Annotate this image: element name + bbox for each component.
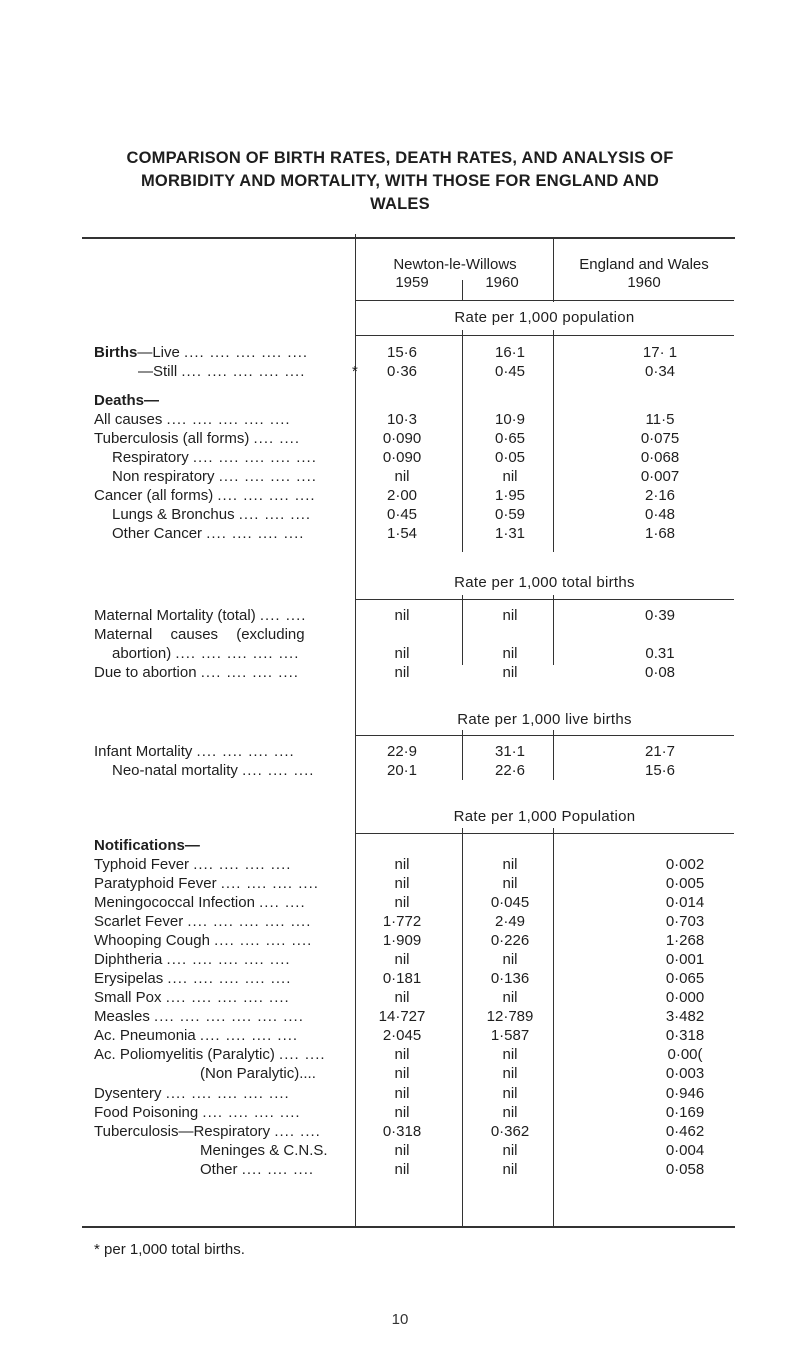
col-header-local: Newton-le-Willows bbox=[393, 256, 517, 273]
polio-paralytic-ew: 0·00( bbox=[667, 1046, 703, 1063]
meninges-ew: 0·004 bbox=[665, 1142, 705, 1159]
births-still-1959: 0·36 bbox=[386, 363, 418, 380]
row-polio-paralytic: Ac. Poliomyelitis (Paralytic) .... .... bbox=[94, 1046, 326, 1063]
tb-all-1959: 0·090 bbox=[382, 430, 422, 447]
measles-1959: 14·727 bbox=[378, 1008, 426, 1025]
row-smallpox: Small Pox .... .... .... .... .... bbox=[94, 989, 290, 1006]
scarlet-1960: 2·49 bbox=[494, 913, 526, 930]
rate-underline-2 bbox=[356, 599, 734, 600]
measles-ew: 3·482 bbox=[665, 1008, 705, 1025]
polio-nonparalytic-1960: nil bbox=[502, 1065, 518, 1082]
measles-1960: 12·789 bbox=[486, 1008, 534, 1025]
row-all-causes: All causes .... .... .... .... .... bbox=[94, 411, 291, 428]
all-causes-1959: 10·3 bbox=[386, 411, 418, 428]
paratyphoid-ew: 0·005 bbox=[665, 875, 705, 892]
cancer-all-1960: 1·95 bbox=[494, 487, 526, 504]
tb-all-ew: 0·075 bbox=[640, 430, 680, 447]
births-still-asterisk: * bbox=[352, 363, 358, 380]
page-number: 10 bbox=[391, 1311, 409, 1328]
lungs-1959: 0·45 bbox=[386, 506, 418, 523]
divider-b-2 bbox=[553, 432, 554, 552]
scarlet-1959: 1·772 bbox=[382, 913, 422, 930]
abortion-1960: nil bbox=[502, 664, 518, 681]
polio-nonparalytic-ew: 0·003 bbox=[665, 1065, 705, 1082]
smallpox-1960: nil bbox=[502, 989, 518, 1006]
neonatal-1959: 20·1 bbox=[386, 762, 418, 779]
rate-underline-1 bbox=[356, 335, 734, 336]
row-other-cancer: Other Cancer .... .... .... .... bbox=[112, 525, 305, 542]
births-heading: Births—Live .... .... .... .... .... bbox=[94, 344, 309, 361]
row-diphtheria: Diphtheria .... .... .... .... .... bbox=[94, 951, 291, 968]
row-tb-all: Tuberculosis (all forms) .... .... bbox=[94, 430, 300, 447]
top-rule bbox=[82, 237, 735, 239]
row-tb-resp: Respiratory .... .... .... .... .... bbox=[112, 449, 317, 466]
rate-underline-3 bbox=[356, 735, 734, 736]
births-live-ew: 17· 1 bbox=[642, 344, 678, 361]
divider-b-1 bbox=[553, 330, 554, 432]
maternal-total-1960: nil bbox=[502, 607, 518, 624]
title-line-3: WALES bbox=[370, 195, 430, 213]
tb-all-1960: 0·65 bbox=[494, 430, 526, 447]
lungs-ew: 0·48 bbox=[644, 506, 676, 523]
diphtheria-1959: nil bbox=[394, 951, 410, 968]
notifications-heading: Notifications— bbox=[94, 837, 200, 854]
title-line-1: COMPARISON OF BIRTH RATES, DEATH RATES, AND ANALYSIS OF bbox=[126, 149, 674, 167]
births-live-1960: 16·1 bbox=[494, 344, 526, 361]
page-title bbox=[0, 147, 800, 216]
maternal-total-ew: 0·39 bbox=[644, 607, 676, 624]
whooping-ew: 1·268 bbox=[665, 932, 705, 949]
rate-label-total-births: Rate per 1,000 total births bbox=[454, 574, 635, 591]
erysipelas-1960: 0·136 bbox=[490, 970, 530, 987]
row-meningococcal: Meningococcal Infection .... .... bbox=[94, 894, 306, 911]
header-underline bbox=[356, 300, 734, 301]
meningococcal-1960: 0·045 bbox=[490, 894, 530, 911]
divider-b-4 bbox=[553, 730, 554, 780]
maternal-excl-line1: Maternal causes (excluding bbox=[94, 626, 305, 643]
births-still-1960: 0·45 bbox=[494, 363, 526, 380]
neonatal-ew: 15·6 bbox=[644, 762, 676, 779]
tb-nonresp-1959: nil bbox=[394, 468, 410, 485]
row-maternal-total: Maternal Mortality (total) .... .... bbox=[94, 607, 307, 624]
food-1959: nil bbox=[394, 1104, 410, 1121]
meningococcal-ew: 0·014 bbox=[665, 894, 705, 911]
row-typhoid: Typhoid Fever .... .... .... .... bbox=[94, 856, 292, 873]
bottom-rule bbox=[82, 1226, 735, 1228]
tb-respiratory-1959: 0·318 bbox=[382, 1123, 422, 1140]
pneumonia-ew: 0·318 bbox=[665, 1027, 705, 1044]
row-food-poisoning: Food Poisoning .... .... .... .... bbox=[94, 1104, 301, 1121]
erysipelas-1959: 0·181 bbox=[382, 970, 422, 987]
col-header-national-year: 1960 bbox=[627, 274, 661, 291]
rate-label-live-births: Rate per 1,000 live births bbox=[457, 711, 632, 728]
maternal-excl-ew: 0.31 bbox=[645, 645, 675, 662]
smallpox-1959: nil bbox=[394, 989, 410, 1006]
tb-resp-1960: 0·05 bbox=[494, 449, 526, 466]
other-cancer-1959: 1·54 bbox=[386, 525, 418, 542]
births-still-label: —Still bbox=[138, 363, 178, 380]
col-header-national: England and Wales bbox=[579, 256, 709, 273]
polio-paralytic-1960: nil bbox=[502, 1046, 518, 1063]
divider-b-5 bbox=[553, 828, 554, 1226]
rate-label-population: Rate per 1,000 population bbox=[454, 309, 635, 326]
row-cancer-all: Cancer (all forms) .... .... .... .... bbox=[94, 487, 316, 504]
row-neonatal: Neo-natal mortality .... .... .... bbox=[112, 762, 315, 779]
row-meninges: Meninges & C.N.S. bbox=[200, 1142, 328, 1159]
dysentery-1959: nil bbox=[394, 1085, 410, 1102]
tb-resp-ew: 0·068 bbox=[640, 449, 680, 466]
divider-a-4 bbox=[462, 730, 463, 780]
year-divider bbox=[462, 280, 463, 300]
abortion-ew: 0·08 bbox=[644, 664, 676, 681]
dysentery-1960: nil bbox=[502, 1085, 518, 1102]
tb-respiratory-1960: 0·362 bbox=[490, 1123, 530, 1140]
row-scarlet: Scarlet Fever .... .... .... .... .... bbox=[94, 913, 312, 930]
pneumonia-1959: 2·045 bbox=[382, 1027, 422, 1044]
row-paratyphoid: Paratyphoid Fever .... .... .... .... bbox=[94, 875, 319, 892]
smallpox-ew: 0·000 bbox=[665, 989, 705, 1006]
whooping-1960: 0·226 bbox=[490, 932, 530, 949]
maternal-excl-1959: nil bbox=[394, 645, 410, 662]
other-cancer-ew: 1·68 bbox=[644, 525, 676, 542]
rate-underline-4 bbox=[356, 833, 734, 834]
typhoid-1960: nil bbox=[502, 856, 518, 873]
col-header-1960: 1960 bbox=[485, 274, 519, 291]
infant-1960: 31·1 bbox=[494, 743, 526, 760]
divider-a-1 bbox=[462, 330, 463, 432]
typhoid-1959: nil bbox=[394, 856, 410, 873]
col-header-1959: 1959 bbox=[395, 274, 429, 291]
maternal-total-1959: nil bbox=[394, 607, 410, 624]
other-1960: nil bbox=[502, 1161, 518, 1178]
row-tb-respiratory: Tuberculosis—Respiratory .... .... bbox=[94, 1123, 321, 1140]
row-pneumonia: Ac. Pneumonia .... .... .... .... bbox=[94, 1027, 299, 1044]
row-erysipelas: Erysipelas .... .... .... .... .... bbox=[94, 970, 292, 987]
food-1960: nil bbox=[502, 1104, 518, 1121]
row-measles: Measles .... .... .... .... .... .... bbox=[94, 1008, 304, 1025]
dysentery-ew: 0·946 bbox=[665, 1085, 705, 1102]
births-still-row: —Still .... .... .... .... .... bbox=[138, 363, 306, 380]
typhoid-ew: 0·002 bbox=[665, 856, 705, 873]
lungs-1960: 0·59 bbox=[494, 506, 526, 523]
other-ew: 0·058 bbox=[665, 1161, 705, 1178]
diphtheria-1960: nil bbox=[502, 951, 518, 968]
row-infant: Infant Mortality .... .... .... .... bbox=[94, 743, 295, 760]
all-causes-1960: 10·9 bbox=[494, 411, 526, 428]
meninges-1960: nil bbox=[502, 1142, 518, 1159]
divider-a-3 bbox=[462, 595, 463, 665]
infant-ew: 21·7 bbox=[644, 743, 676, 760]
rate-label-population-2: Rate per 1,000 Population bbox=[453, 808, 636, 825]
row-tb-nonresp: Non respiratory .... .... .... .... bbox=[112, 468, 317, 485]
row-maternal-excl: abortion) .... .... .... .... .... bbox=[112, 645, 300, 662]
births-live-1959: 15·6 bbox=[386, 344, 418, 361]
births-still-ew: 0·34 bbox=[644, 363, 676, 380]
pneumonia-1960: 1·587 bbox=[490, 1027, 530, 1044]
footnote: * per 1,000 total births. bbox=[94, 1241, 245, 1258]
tb-nonresp-ew: 0·007 bbox=[640, 468, 680, 485]
paratyphoid-1959: nil bbox=[394, 875, 410, 892]
cancer-all-ew: 2·16 bbox=[644, 487, 676, 504]
scarlet-ew: 0·703 bbox=[665, 913, 705, 930]
infant-1959: 22·9 bbox=[386, 743, 418, 760]
diphtheria-ew: 0·001 bbox=[665, 951, 705, 968]
meningococcal-1959: nil bbox=[394, 894, 410, 911]
divider-a-5 bbox=[462, 828, 463, 1226]
other-1959: nil bbox=[394, 1161, 410, 1178]
all-causes-ew: 11·5 bbox=[645, 411, 675, 428]
food-ew: 0·169 bbox=[665, 1104, 705, 1121]
row-whooping: Whooping Cough .... .... .... .... bbox=[94, 932, 313, 949]
whooping-1959: 1·909 bbox=[382, 932, 422, 949]
abortion-1959: nil bbox=[394, 664, 410, 681]
polio-paralytic-1959: nil bbox=[394, 1046, 410, 1063]
erysipelas-ew: 0·065 bbox=[665, 970, 705, 987]
maternal-excl-1960: nil bbox=[502, 645, 518, 662]
cancer-all-1959: 2·00 bbox=[386, 487, 418, 504]
tb-nonresp-1960: nil bbox=[502, 468, 518, 485]
row-polio-nonparalytic: (Non Paralytic).... bbox=[200, 1065, 316, 1082]
neonatal-1960: 22·6 bbox=[494, 762, 526, 779]
title-line-2: MORBIDITY AND MORTALITY, WITH THOSE FOR ENGLAND AND bbox=[140, 172, 659, 190]
births-live-label: —Live bbox=[137, 344, 180, 361]
other-cancer-1960: 1·31 bbox=[494, 525, 526, 542]
tb-respiratory-ew: 0·462 bbox=[665, 1123, 705, 1140]
row-abortion: Due to abortion .... .... .... .... bbox=[94, 664, 299, 681]
tb-resp-1959: 0·090 bbox=[382, 449, 422, 466]
row-lungs: Lungs & Bronchus .... .... .... bbox=[112, 506, 312, 523]
paratyphoid-1960: nil bbox=[502, 875, 518, 892]
divider-b-3 bbox=[553, 595, 554, 665]
divider-a-2 bbox=[462, 432, 463, 552]
meninges-1959: nil bbox=[394, 1142, 410, 1159]
row-dysentery: Dysentery .... .... .... .... .... bbox=[94, 1085, 290, 1102]
polio-nonparalytic-1959: nil bbox=[394, 1065, 410, 1082]
deaths-heading: Deaths— bbox=[94, 392, 160, 409]
row-other: Other .... .... .... bbox=[200, 1161, 315, 1178]
